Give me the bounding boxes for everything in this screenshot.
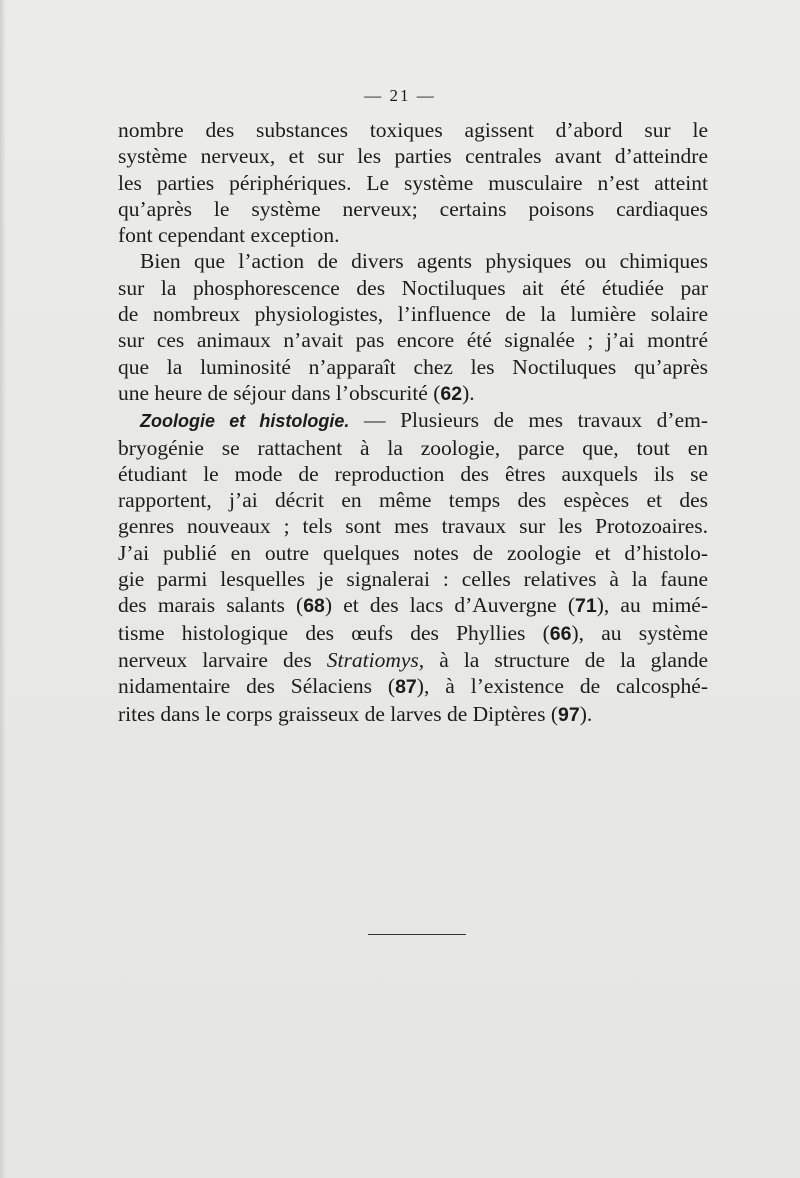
reference-number: 71 — [575, 595, 597, 618]
paragraph-1-line-1: nombre des substances toxiques agissent d’abord sur le — [118, 118, 708, 142]
paragraph-3-line-7: gie parmi lesquelles je signalerai : celles relatives à la faune — [118, 567, 708, 592]
paragraph-3-line-10: nerveux larvaire des Stratiomys, à la structure de la glande — [118, 647, 708, 672]
paragraph-1-line-3: les parties périphériques. Le système musculaire n’est atteint — [118, 170, 708, 195]
reference-number: 87 — [395, 676, 417, 699]
paragraph-2-line-6: une heure de séjour dans l’obscurité (62). — [118, 380, 475, 405]
reference-number: 97 — [558, 703, 580, 726]
body-text — [118, 117, 708, 728]
paragraph-3-line-8: des marais salants (68) et des lacs d’Auvergne (71), au mimé- — [118, 593, 709, 618]
reference-number: 68 — [303, 595, 325, 618]
paragraph-3-line-11: nidamentaire des Sélaciens (87), à l’existence de calcosphé- — [118, 674, 708, 699]
paragraph-3-line-2: bryogénie se rattachent à la zoologie, parce que, tout en — [118, 435, 708, 460]
paragraph-1-line-4: qu’après le système nerveux; certains poisons cardiaques — [118, 196, 708, 221]
paragraph-3-line-5: genres nouveaux ; tels sont mes travaux sur les Protozoaires. — [118, 514, 708, 539]
paragraph-3-line-9: tisme histologique des œufs des Phyllies (66), au système — [118, 620, 708, 645]
paragraph-3-line-12: rites dans le corps graisseux de larves de Diptères (97). — [118, 701, 593, 726]
page-edge-shadow — [0, 0, 6, 1178]
reference-number: 62 — [440, 382, 463, 405]
page-number: — 21 — — [364, 86, 436, 105]
paragraph-3-line-6: J’ai publié en outre quelques notes de zoologie et d’histolo- — [118, 540, 708, 565]
paragraph-3-line-4: rapportent, j’ai décrit en même temps des espèces et des — [118, 488, 708, 513]
paragraph-2-line-2: sur la phosphorescence des Noctiluques ait été étudiée par — [118, 275, 708, 300]
paragraph-3-line-3: étudiant le mode de reproduction des êtres auxquels ils se — [118, 461, 708, 486]
end-rule-divider — [368, 934, 466, 935]
paragraph-3-line-1: Zoologie et histologie. — Plusieurs de mes travaux d’em- — [140, 408, 708, 433]
paragraph-1-line-2: système nerveux, et sur les parties centrales avant d’atteindre — [118, 144, 708, 169]
paragraph-2-line-5: que la luminosité n’apparaît chez les Noctiluques qu’après — [118, 354, 708, 379]
paragraph-2-line-4: sur ces animaux n’avait pas encore été signalée ; j’ai montré — [118, 328, 708, 353]
paragraph-1-line-5: font cependant exception. — [118, 223, 340, 248]
paragraph-2-line-1: Bien que l’action de divers agents physiques ou chimiques — [140, 249, 708, 274]
section-heading: Zoologie et histologie. — [140, 411, 350, 432]
genus-name: Stratiomys, — [326, 647, 425, 672]
paragraph-2-line-3: de nombreux physiologistes, l’influence de la lumière solaire — [118, 302, 708, 327]
reference-number: 66 — [549, 622, 572, 645]
